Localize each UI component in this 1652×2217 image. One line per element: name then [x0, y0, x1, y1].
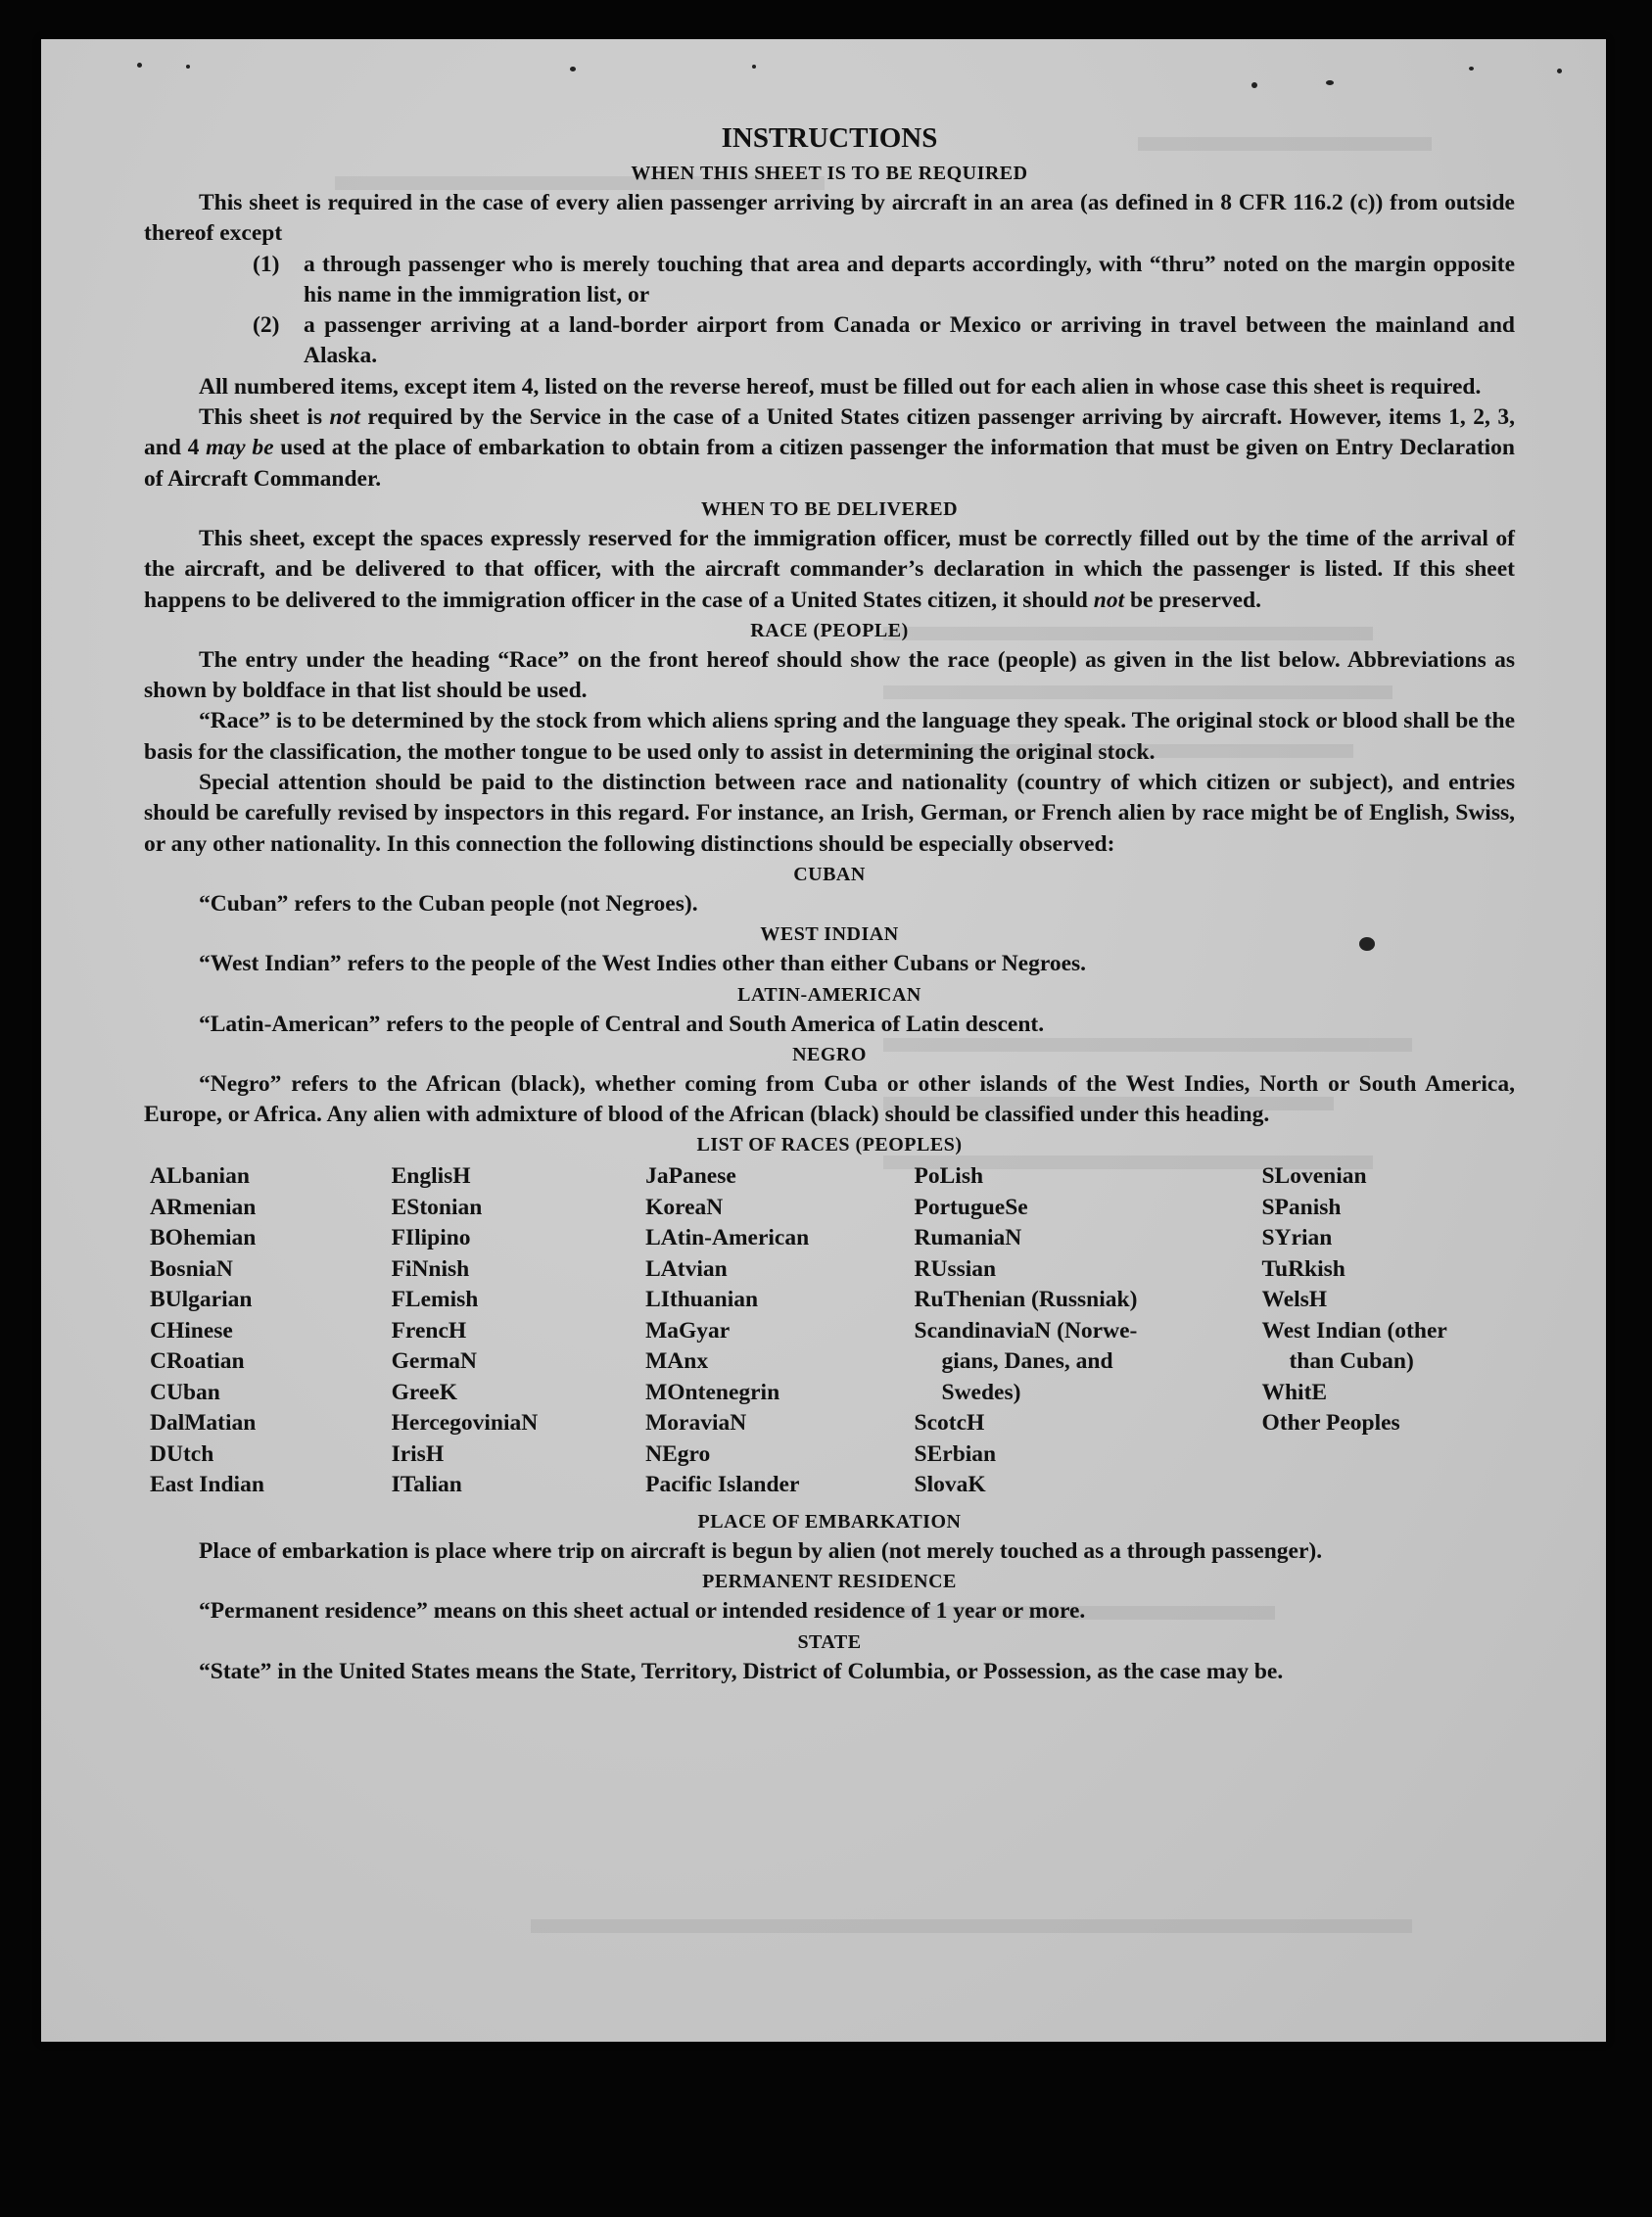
- race-item: RumaniaN: [914, 1225, 1022, 1251]
- race-item-continuation: gians, Danes, and: [941, 1348, 1113, 1375]
- paper-speck: [752, 65, 756, 69]
- item-text: a through passenger who is merely touching that area and departs accordingly, with “thru” noted on the margin opposite his name in the immigration list, or: [304, 251, 1515, 307]
- race-item: LAtvian: [645, 1255, 728, 1282]
- race-item: PoLish: [914, 1163, 984, 1190]
- race-item: FiNnish: [391, 1255, 470, 1282]
- race-item: CUban: [150, 1379, 220, 1405]
- section-heading-race: RACE (PEOPLE): [750, 619, 909, 641]
- race-item: FLemish: [391, 1287, 479, 1313]
- race-item-continuation: Swedes): [941, 1379, 1021, 1405]
- race-item: WelsH: [1261, 1287, 1328, 1313]
- paper-speck: [570, 67, 576, 71]
- race-paragraph-2: “Race” is to be determined by the stock from which aliens spring and the language they speak. The original stock or blood shall be the basis for the classification, the mother tongue to be used only to assist in determining the original stock.: [144, 708, 1515, 765]
- west-indian-definition: “West Indian” refers to the people of the West Indies other than either Cubans or Negroes.: [199, 951, 1087, 977]
- section-heading-negro: NEGRO: [792, 1043, 867, 1065]
- race-item: WhitE: [1261, 1379, 1328, 1405]
- paper-speck: [1326, 80, 1334, 85]
- emphasis-not: not: [1093, 587, 1125, 613]
- section-heading-state: STATE: [797, 1630, 862, 1653]
- latin-american-definition: “Latin-American” refers to the people of Central and South America of Latin descent.: [199, 1011, 1045, 1037]
- race-item-continuation: than Cuban): [1289, 1348, 1414, 1375]
- paper-speck: [186, 65, 190, 69]
- race-item: West Indian (other: [1261, 1317, 1447, 1344]
- paper-speck: [1469, 67, 1474, 71]
- race-item: ScandinaviaN (Norwe-: [914, 1317, 1138, 1344]
- emphasis-boldface: boldface: [242, 678, 326, 704]
- race-item: CRoatian: [150, 1348, 245, 1375]
- exception-item-2: [144, 310, 1515, 372]
- race-item: BUlgarian: [150, 1287, 253, 1313]
- race-item: MaGyar: [645, 1317, 731, 1344]
- race-item: TuRkish: [1261, 1255, 1345, 1282]
- race-item: ALbanian: [150, 1163, 250, 1190]
- section-heading-cuban: CUBAN: [793, 863, 866, 885]
- race-item: BOhemian: [150, 1225, 257, 1251]
- cuban-definition: “Cuban” refers to the Cuban people (not Negroes).: [199, 890, 698, 917]
- race-item: MOntenegrin: [645, 1379, 780, 1405]
- race-item: BosniaN: [150, 1255, 233, 1282]
- emphasis-may-be: may be: [206, 435, 274, 461]
- race-item: RUssian: [914, 1255, 997, 1282]
- document-page: [41, 39, 1606, 2042]
- race-item: MoraviaN: [645, 1410, 747, 1437]
- race-item: Other Peoples: [1261, 1410, 1400, 1437]
- races-column-2: [392, 1161, 646, 1501]
- section-heading-delivered: WHEN TO BE DELIVERED: [700, 497, 959, 520]
- race-item: East Indian: [150, 1472, 264, 1498]
- race-item: JaPanese: [645, 1163, 736, 1190]
- exception-item-1: [144, 250, 1515, 311]
- race-paragraph-1: The entry under the heading “Race” on the front hereof should show the race (people) as given in the list below. Abbreviations as shown by boldface in that list should be used.: [144, 646, 1515, 704]
- race-item: EnglisH: [391, 1163, 471, 1190]
- race-item: ITalian: [391, 1472, 462, 1498]
- race-item: EStonian: [391, 1194, 483, 1220]
- delivered-paragraph: This sheet, except the spaces expressly reserved for the immigration officer, must be correctly filled out by the time of the arrival of the aircraft, and be delivered to that officer, with the aircraft commander’s declaration in which the passenger is listed. If this sheet happens to be delivered to the immigration officer in the case of a United States citizen, it should not be preserved.: [144, 525, 1515, 613]
- races-column-5: [1261, 1161, 1515, 1501]
- race-item: CHinese: [150, 1317, 233, 1344]
- instructions-text: [144, 118, 1515, 1687]
- section-heading-embarkation: PLACE OF EMBARKATION: [697, 1510, 962, 1533]
- emphasis-not: not: [329, 404, 360, 431]
- page-title: INSTRUCTIONS: [721, 122, 938, 154]
- section-heading-residence: PERMANENT RESIDENCE: [702, 1571, 957, 1593]
- item-text: a passenger arriving at a land-border airport from Canada or Mexico or arriving in travel between the mainland and Alaska.: [304, 312, 1515, 369]
- race-item: FrencH: [391, 1317, 467, 1344]
- race-item: DalMatian: [150, 1410, 257, 1437]
- embarkation-definition: Place of embarkation is place where trip on aircraft is begun by alien (not merely touched as a through passenger).: [199, 1537, 1323, 1564]
- race-item: PortugueSe: [914, 1194, 1028, 1220]
- races-list: [144, 1161, 1515, 1501]
- race-item: RuThenian (Russniak): [914, 1287, 1138, 1313]
- race-item: IrisH: [391, 1440, 445, 1467]
- race-item: ScotcH: [914, 1410, 985, 1437]
- race-item: GermaN: [391, 1348, 478, 1375]
- paper-speck: [137, 63, 142, 68]
- race-item: FIlipino: [391, 1225, 471, 1251]
- paper-speck: [1557, 69, 1562, 73]
- section-heading-list-of-races: LIST OF RACES (PEOPLES): [696, 1134, 963, 1156]
- race-item: NEgro: [645, 1440, 711, 1467]
- race-paragraph-3: Special attention should be paid to the distinction between race and nationality (country of which citizen or subject), and entries should be carefully revised by inspectors in this regard. For instance, an Irish, German, or French alien by race might be of English, Swiss, or any other nationality. In this connection the following distinctions should be especially observed:: [144, 770, 1515, 857]
- race-item: SLovenian: [1261, 1163, 1367, 1190]
- races-column-4: [915, 1161, 1262, 1501]
- state-definition: “State” in the United States means the State, Territory, District of Columbia, or Possession, as the case may be.: [199, 1658, 1284, 1684]
- race-item: SlovaK: [914, 1472, 986, 1498]
- race-item: Pacific Islander: [645, 1472, 800, 1498]
- intro-paragraph: This sheet is required in the case of every alien passenger arriving by aircraft in an area (as defined in 8 CFR 116.2 (c)) from outside thereof except: [144, 190, 1515, 247]
- section-heading-west-indian: WEST INDIAN: [760, 923, 899, 946]
- race-item: LAtin-American: [645, 1225, 810, 1251]
- numbered-items-paragraph: All numbered items, except item 4, listed on the reverse hereof, must be filled out for each alien in whose case this sheet is required.: [199, 373, 1482, 400]
- races-column-1: [144, 1161, 392, 1501]
- residence-definition: “Permanent residence” means on this sheet actual or intended residence of 1 year or more.: [199, 1598, 1086, 1625]
- races-column-3: [645, 1161, 914, 1501]
- race-item: GreeK: [391, 1379, 458, 1405]
- negro-definition: “Negro” refers to the African (black), whether coming from Cuba or other islands of the West Indies, North or South America, Europe, or Africa. Any alien with admixture of blood of the African (black) should be classified under this heading.: [144, 1070, 1515, 1128]
- citizen-paragraph: This sheet is not required by the Service in the case of a United States citizen passenger arriving by aircraft. However, items 1, 2, 3, and 4 may be used at the place of embarkation to obtain from a citizen passenger the information that must be given on Entry Declaration of Aircraft Commander.: [144, 404, 1516, 492]
- race-item: DUtch: [150, 1440, 214, 1467]
- section-heading-latin-american: LATIN-AMERICAN: [737, 983, 921, 1006]
- race-item: MAnx: [645, 1348, 709, 1375]
- race-item: KoreaN: [645, 1194, 724, 1220]
- race-item: ARmenian: [150, 1194, 257, 1220]
- item-number: (1): [253, 251, 280, 277]
- race-item: SPanish: [1261, 1194, 1342, 1220]
- race-item: LIthuanian: [645, 1287, 759, 1313]
- section-heading-required: WHEN THIS SHEET IS TO BE REQUIRED: [631, 163, 1028, 184]
- item-number: (2): [253, 312, 280, 339]
- race-item: SYrian: [1261, 1225, 1333, 1251]
- race-item: SErbian: [914, 1440, 997, 1467]
- race-item: HercegoviniaN: [391, 1410, 539, 1437]
- paper-speck: [1251, 82, 1257, 88]
